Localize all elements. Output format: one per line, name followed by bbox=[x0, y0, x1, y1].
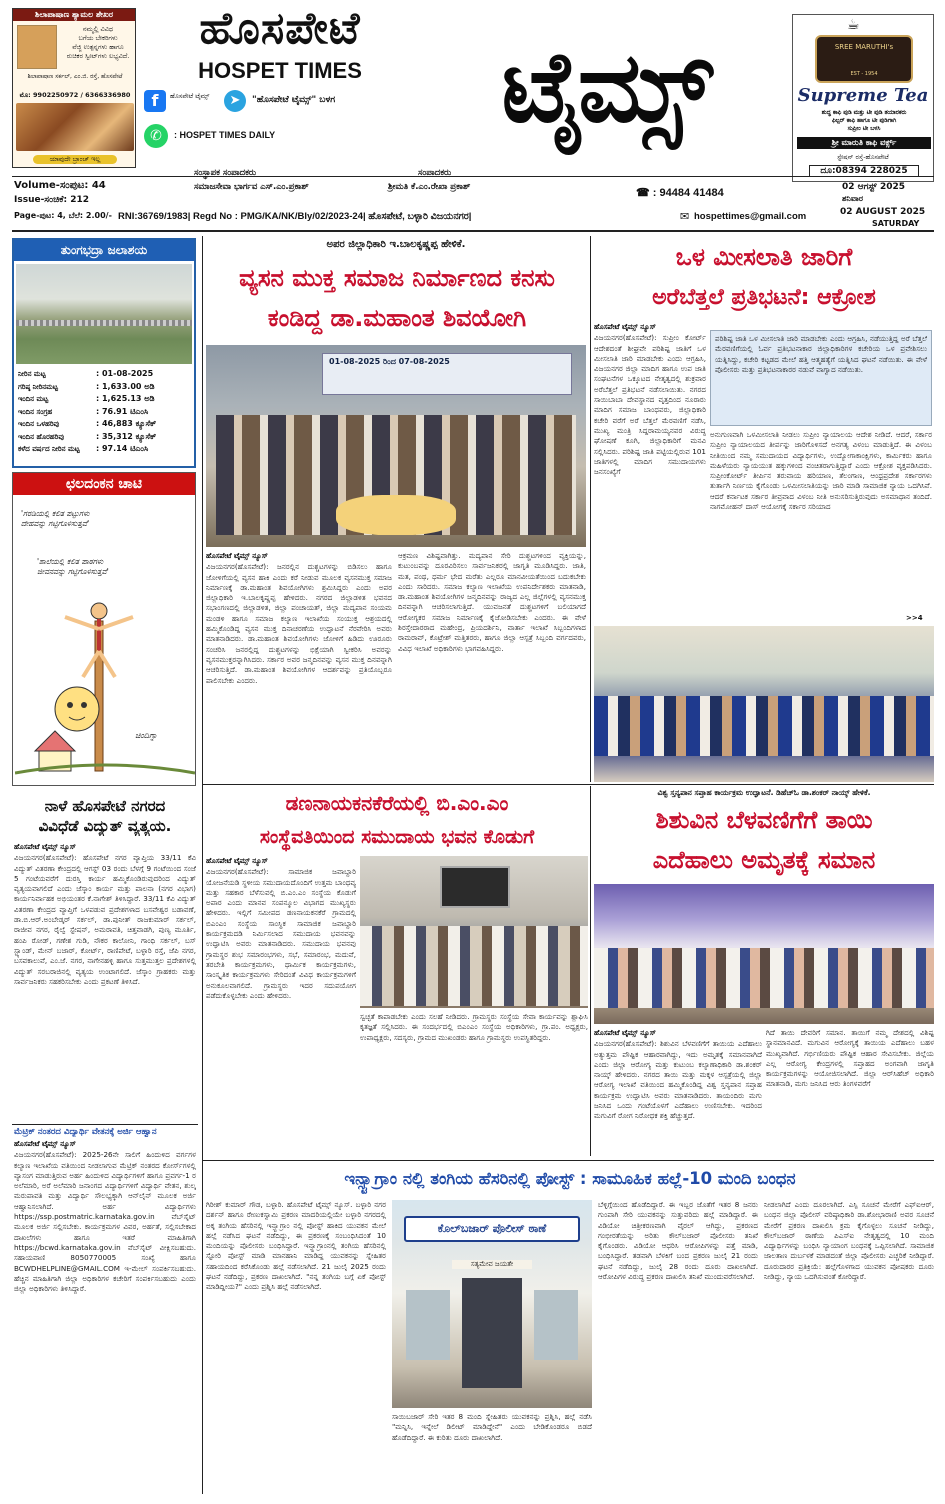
dam-stat-label: ಇಂದಿನ ಸಂಗ್ರಹ bbox=[18, 407, 53, 416]
bottom-rule bbox=[202, 1160, 934, 1161]
crime-body-1: ಗಿರೀಶ್ ಕುಮಾರ್ ಗೌಡ, ಬಳ್ಳಾರಿ. ಹೊಸಪೇಟೆ ಟೈಮ್ಸ್ ನ್ಯೂಸ್. ಬಳ್ಳಾರಿ ನಗರ ದರ್ಶನ್ ಹಾಗೂ ರೇಣುಕಸ್ವಾಮಿ ಪ್ರಕರಣ ಮಾದರಿಯಲ್ಲಿಯೇ ಬಳ್ಳಾರಿ ನಗರದಲ್ಲಿ ಅಕ್ಕ ತಂಗಿಯ ಹೆಸರಿನಲ್ಲಿ ಇನ್ಸ್ಟಾಗ್ರಾಂ ನಲ್ಲಿ ಪೋಸ್ಟ್ ಹಾಕಿದ ಯುವಕನ ಮೇಲೆ ಹಲ್ಲೆ ನಡೆಸಿದ ಘಟನೆ ನಡೆದಿದ್ದು, ಈ ಪ್ರಕರಣಕ್ಕೆ ಸಂಬಂಧಿಸಿದಂತೆ 10 ಮಂದಿಯನ್ನು ಪೊಲೀಸರು ಬಂಧಿಸಿದ್ದಾರೆ. ಇನ್ಸ್ಟಾಗ್ರಾಂನಲ್ಲಿ ತಂಗಿಯ ಹೆಸರಿನಲ್ಲಿ ಸ್ಟೋರಿ ಪೋಸ್ಟ್ ಮಾಡಿ ಮಾನಹಾನಿ ಮಾಡಿದ್ದ ಯುವಕನನ್ನು ಸ್ನೇಹಿತರ ಸಹಾಯದಿಂದ ಕರೆಸಿಕೊಂಡು ಹಲ್ಲೆ ನಡೆಸಲಾಗಿದೆ. 21 ಜುಲೈ 2025 ರಂದು ಘಟನೆ ನಡೆದಿದ್ದು, ಪ್ರಕರಣ ದಾಖಲಾಗಿದೆ. "ನನ್ನ ತಂಗಿಯ ಬಗ್ಗೆ ಏಕೆ ಪೋಸ್ಟ್ ಮಾಡಿದ್ದೀಯ?" ಎಂದು ಪ್ರಶ್ನಿಸಿ ಹಲ್ಲೆ ನಡೆಸಲಾಗಿದೆ. bbox=[206, 1200, 386, 1292]
tea-shop-name: ಶ್ರೀ ಮಾರುತಿ ಕಾಫಿ ವರ್ಕ್ಸ್ bbox=[797, 137, 931, 149]
protest-article-col-2 bbox=[710, 430, 932, 616]
crime-article-col-3 bbox=[764, 1200, 934, 1496]
lead-article-col-1 bbox=[206, 551, 392, 783]
mother-headline-1: ಶಿಶುವಿನ ಬೆಳವಣಿಗೆಗೆ ತಾಯಿ bbox=[655, 806, 873, 834]
masthead-kannada: ಹೊಸಪೇಟೆ bbox=[199, 3, 361, 54]
bmm-body-2: ಸ್ವಚ್ಛತೆ ಕಾಪಾಡಬೇಕು ಎಂದು ಸಲಹೆ ನೀಡಿದರು. ಗ್ರಾಮಸ್ಥರು ಸಂಸ್ಥೆಯ ಸೇವಾ ಕಾರ್ಯವನ್ನು ಶ್ಲಾಘಿಸಿ ಕೃತಜ್ಞತೆ ಸಲ್ಲಿಸಿದರು. ಈ ಸಂದರ್ಭದಲ್ಲಿ ಬಿಎಂಎಂ ಸಂಸ್ಥೆಯ ಅಧಿಕಾರಿಗಳು, ಗ್ರಾ.ಪಂ. ಅಧ್ಯಕ್ಷರು, ಉಪಾಧ್ಯಕ್ಷರು, ಸದಸ್ಯರು, ಗ್ರಾಮದ ಮುಖಂಡರು ಹಾಗೂ ಗ್ರಾಮಸ್ಥರು ಉಪಸ್ಥಿತರಿದ್ದರು. bbox=[360, 1012, 588, 1042]
mother-body-2: ಗಿದೆ ತಾಯಿ ದೇವರಿಗೆ ಸಮಾನ. ತಾಯಿಗೆ ನಮ್ಮ ದೇಶದಲ್ಲಿ ವಿಶಿಷ್ಟ ಸ್ಥಾನಮಾನವಿದೆ. ಮಗುವಿನ ಆರೋಗ್ಯಕ್ಕೆ ತಾಯಿಯ ಎದೆಹಾಲು ಬಹಳ ಮುಖ್ಯವಾಗಿದೆ. ಗರ್ಭಿಣಿಯರು ಪೌಷ್ಟಿಕ ಆಹಾರ ಸೇವಿಸಬೇಕು. ಜಿಲ್ಲೆಯ ಎಲ್ಲ ಆರೋಗ್ಯ ಕೇಂದ್ರಗಳಲ್ಲಿ ಸಪ್ತಾಹದ ಅಂಗವಾಗಿ ಜಾಗೃತಿ ಕಾರ್ಯಕ್ರಮಗಳನ್ನು ಆಯೋಜಿಸಲಾಗಿದೆ. ಜಿಲ್ಲಾ ಆರ್‌ಸಿಹೆಚ್ ಅಧಿಕಾರಿ ಮಾತನಾಡಿ, ಮಗು ಜನಿಸಿದ ಆರು ತಿಂಗಳವರೆಗೆ bbox=[766, 1028, 934, 1089]
social-row-1 bbox=[144, 88, 424, 114]
power-article bbox=[14, 842, 196, 1122]
dam-stat-label: ಇಂದಿನ ಹೊರಹರಿವು bbox=[18, 432, 65, 441]
col-divider-2 bbox=[590, 236, 591, 782]
volume: Volume-ಸಂಪುಟ: 44 bbox=[14, 180, 106, 191]
dam-stat-row bbox=[18, 431, 192, 444]
phone-number: ☎ : 94484 41484 bbox=[636, 187, 724, 199]
bmm-body-1: ವಿಜಯನಗರ(ಹೊಸಪೇಟೆ): ಸಾಮಾಜಿಕ ಜವಾಬ್ದಾರಿ ಯೋಜನೆಯಡಿ ಸ್ಥಳೀಯ ಸಮುದಾಯದೊಂದಿಗೆ ಉತ್ತಮ ಬಾಂಧವ್ಯ ಮತ್ತು ಸಹಕಾರ ಬೆಳೆಸುವಲ್ಲಿ ಬಿ.ಎಂ.ಎಂ ಸಂಸ್ಥೆಯ ಕೊಡುಗೆ ಅಪಾರ ಎಂದು ಮಾನವ ಸಂಪನ್ಮೂಲ ವಿಭಾಗದ ಮುಖ್ಯಸ್ಥರು ಹೇಳಿದರು. ಇಲ್ಲಿಗೆ ಸಮೀಪದ ಡಣನಾಯಕನಕೆರೆ ಗ್ರಾಮದಲ್ಲಿ ಬಿಎಂಎಂ ಸಂಸ್ಥೆಯ ಸಾಂಸ್ಥಿಕ ಸಾಮಾಜಿಕ ಜವಾಬ್ದಾರಿ ಕಾರ್ಯಕ್ರಮದಡಿ ನಿರ್ಮಿಸಲಾದ ಸಮುದಾಯ ಭವನವನ್ನು ಉದ್ಘಾಟಿಸಿ ಅವರು ಮಾತನಾಡಿದರು. ಸಮುದಾಯ ಭವನವು ಗ್ರಾಮಸ್ಥರ ಶುಭ ಸಮಾರಂಭಗಳು, ಸಭೆ, ಸಮಾರಂಭ, ಮದುವೆ, ತರಬೇತಿ ಕಾರ್ಯಕ್ರಮಗಳು, ಧಾರ್ಮಿಕ ಕಾರ್ಯಕ್ರಮಗಳು, ಸಾಂಸ್ಕೃತಿಕ ಕಾರ್ಯಕ್ರಮಗಳು ಸೇರಿದಂತೆ ವಿವಿಧ ಕಾರ್ಯಕ್ರಮಗಳಿಗೆ ಅನುಕೂಲವಾಗಲಿದೆ. ಗ್ರಾಮಸ್ಥರು ಇದರ ಸದುಪಯೋಗ ಪಡೆದುಕೊಳ್ಳಬೇಕು ಎಂದು ಹೇಳಿದರು. bbox=[206, 867, 356, 1000]
date-kannada: 02 ಆಗಸ್ಟ್ 2025 bbox=[842, 182, 905, 192]
bmm-article-col-1 bbox=[206, 856, 356, 1156]
bakery-ad bbox=[12, 8, 136, 168]
protest-body-2: ಅನುಗುಣವಾಗಿ ಒಳಮೀಸಲಾತಿ ನೀಡಲು ಸುಪ್ರೀಂ ನ್ಯಾಯಾಲಯ ಆದೇಶ ನೀಡಿದೆ. ಆದರೆ, ಸರ್ಕಾರ ಸುಪ್ರೀಂ ನ್ಯಾಯಾಲಯದ ತೀರ್ಪನ್ನು ಜಾರಿಗೊಳಿಸದೆ ಅನಗತ್ಯ ವಿಳಂಬ ಮಾಡುತ್ತಿದೆ. ಈ ವಿಳಂಬ ನೀತಿಯಿಂದ ನಮ್ಮ ಸಮುದಾಯದ ವಿದ್ಯಾರ್ಥಿಗಳು, ಉದ್ಯೋಗಾಕಾಂಕ್ಷಿಗಳು, ಕಾರ್ಮಿಕರು ಹಾಗೂ ಮಹಿಳೆಯರು ನ್ಯಾಯಯುತ ಹಕ್ಕುಗಳಿಂದ ವಂಚಿತರಾಗುತ್ತಿದ್ದಾರೆ ಎಂದು ಆಕ್ರೋಶ ವ್ಯಕ್ತಪಡಿಸಿದರು. ಸುಪ್ರೀಂಕೋರ್ಟ್ ತೀರ್ಪಿನ ತರುವಾಯ ಹರಿಯಾಣ, ತೆಲಂಗಾಣ, ಆಂಧ್ರಪ್ರದೇಶ ಸರ್ಕಾರಗಳು ತುರ್ತಾಗಿ ನಿರ್ಣಯ ಕೈಗೊಂಡು ಒಳಮೀಸಲಾತಿಯನ್ನು ಜಾರಿ ಮಾಡಿ ಸಾಮಾಜಿಕ ನ್ಯಾಯ ಒದಗಿಸಿವೆ. ಆದರೆ ಕರ್ನಾಟಕ ಸರ್ಕಾರ ತೀವ್ರವಾದ ವಿಳಂಬ ನೀತಿ ಅನುಸರಿಸುತ್ತಿರುವುದು ಅಸಮಾಧಾನ ತಂದಿದೆ. ನಾಗಮೋಹನ್ ದಾಸ್ ಆಯೋಗಕ್ಕೆ ಸರ್ಕಾರ ಸರಿಯಾದ bbox=[710, 430, 932, 512]
bakery-ad-food-photo bbox=[16, 103, 134, 151]
dam-stat-value: : 97.14 ಟಿಎಂಸಿ bbox=[96, 444, 149, 453]
bakery-ad-phone: ಮೊ: 9902250972 / 6366336980 bbox=[19, 91, 131, 99]
email-icon: ✉ bbox=[680, 210, 690, 223]
lead-photo-banner-dates: 01-08-2025 ರಿಂದ 07-08-2025 bbox=[329, 357, 450, 366]
dam-photo bbox=[16, 264, 192, 364]
power-headline-2: ವಿವಿಧೆಡೆ ವಿದ್ಯುತ್ ವ್ಯತ್ಯಯ. bbox=[38, 817, 172, 835]
mother-byline: ಹೊಸಪೇಟೆ ಟೈಮ್ಸ್ ನ್ಯೂಸ್ bbox=[594, 1028, 656, 1037]
crime-headline: ಇನ್ಸ್ಟಾಗ್ರಾಂ ನಲ್ಲಿ ತಂಗಿಯ ಹೆಸರಿನಲ್ಲಿ ಪೋಸ್ಟ್ : ಸಾಮೂಹಿಕ ಹಲ್ಲೆ-10 ಮಂದಿ ಬಂಧನ bbox=[344, 1169, 796, 1188]
bakery-ad-line: ವೆಜ್ಜಿ ಉತ್ಪನ್ನಗಳು ಹಾಗೂ bbox=[72, 43, 124, 51]
crime-photo-caption: ಸಾಯಿಬಜಾರ್ ಸೇರಿ ಇತರ 8 ಮಂದಿ ಸ್ನೇಹಿತರು ಯುವಕನನ್ನು ಪ್ರಶ್ನಿಸಿ, ಹಲ್ಲೆ ನಡೆಸಿ "ಮನ್ನಿಸಿ, ಇನ್ನೇಲೆ ಡಿಲೀಟ್ ಮಾಡಿದ್ದೇನೆ" ಎಂದು ಬೇಡಿಕೊಂಡರೂ ಬಿಡದೆ ಹೊಡೆದಿದ್ದಾರೆ. ಈ ಕುರಿತು ದೂರು ದಾಖಲಾಗಿದೆ. bbox=[392, 1412, 592, 1442]
crime-body-3: ನೀಡಲಾಗಿದೆ ಎಂದು ದೂರಲಾಗಿದೆ. ಎಸ್ಪಿ ಸೂಚನೆ ಮೇರೆಗೆ ಎಫ್‌ಐಆರ್, ಬಂಧನ ಜಿಲ್ಲಾ ಪೊಲೀಸ್ ವರಿಷ್ಠಾಧಿಕಾರಿ ಡಾ.ಶೋಭಾರಾಣಿ ಅವರ ಸೂಚನೆ ಮೇರೆಗೆ ಪ್ರಕರಣ ದಾಖಲಿಸಿ ಕ್ರಮ ಕೈಗೊಳ್ಳಲು ಸೂಚನೆ ನೀಡಿದ್ದು, ಕೌಲ್‌ಬಜಾರ್ ಠಾಣೆಯ ಪಿಎಸ್ಐ ನೇತೃತ್ವದಲ್ಲಿ 10 ಮಂದಿ ವಿದ್ಯಾರ್ಥಿಗಳನ್ನು ಬಂಧಿಸಿ ನ್ಯಾಯಾಂಗ ಬಂಧನಕ್ಕೆ ಒಪ್ಪಿಸಲಾಗಿದೆ. ಸಾಮಾಜಿಕ ಜಾಲತಾಣ ದುರ್ಬಳಕೆ ಮಾಡದಂತೆ ಜಿಲ್ಲಾ ಪೊಲೀಸರು ಎಚ್ಚರಿಕೆ ನೀಡಿದ್ದಾರೆ. ದೂರುದಾರರ ಪ್ರತಿಕ್ರಿಯೆ: ಹಲ್ಲೆಗೊಳಗಾದ ಯುವಕನ ಪೋಷಕರು ದೂರು ನೀಡಿದ್ದು, ನ್ಯಾಯ ಒದಗಿಸುವಂತೆ ಕೋರಿದ್ದಾರೆ. bbox=[764, 1200, 934, 1282]
mother-kicker: ವಿಶ್ವ ಸ್ತನ್ಯಪಾನ ಸಪ್ತಾಹ ಕಾರ್ಯಕ್ರಮ ಉದ್ಘಾಟನೆ. ಡಿಹೆಚ್ಓ ಡಾ.ಶಂಕರ್ ನಾಯ್ಕ್ ಹೇಳಿಕೆ. bbox=[657, 788, 871, 797]
telegram-icon[interactable]: ➤ bbox=[224, 90, 246, 112]
crime-body-2: ಬೆಳ್ಳಿಗ್ಗೆಯಿಂದ ಹೊಡೆದಿದ್ದಾರೆ. ಈ ಇಬ್ಬರ ಜೊತೆಗೆ ಇತರ 8 ಜನರು ಗುಂಪಾಗಿ ಸೇರಿ ಯುವಕನನ್ನು ಸುತ್ತುವರಿದು ಹಲ್ಲೆ ಮಾಡಿದ್ದಾರೆ. ಈ ವಿಡಿಯೋ ಚಿತ್ರೀಕರಣವಾಗಿ ವೈರಲ್ ಆಗಿದ್ದು, ಪ್ರಕರಣದ ಗಂಭೀರತೆಯನ್ನು ಅರಿತು ಕೌಲ್‌ಬಜಾರ್ ಪೊಲೀಸರು ತನಿಖೆ ಕೈಗೊಂಡರು. ವಿಡಿಯೋ ಆಧರಿಸಿ ಆರೋಪಿಗಳನ್ನು ಪತ್ತೆ ಮಾಡಿ, ಬಂಧಿಸಿದ್ದಾರೆ. ತಡವಾಗಿ ಬೆಳಕಿಗೆ ಬಂದ ಪ್ರಕರಣ ಜುಲೈ 21 ರಂದು ಘಟನೆ ನಡೆದಿದ್ದು, ಜುಲೈ 28 ರಂದು ದೂರು ದಾಖಲಾಗಿದೆ. ಆರೋಪಿಗಳ ವಿರುದ್ಧ ಪ್ರಕರಣ ದಾಖಲಿಸಿ ತನಿಖೆ ಮುಂದುವರೆಸಲಾಗಿದೆ. bbox=[598, 1200, 758, 1282]
protest-photo bbox=[594, 626, 934, 782]
scholarship-article bbox=[14, 1139, 196, 1497]
lead-photo bbox=[206, 345, 586, 547]
header-rule bbox=[12, 176, 934, 177]
police-station-subsign: ಸತ್ಯಮೇವ ಜಯತೇ bbox=[452, 1260, 532, 1269]
dam-stat-row bbox=[18, 368, 192, 381]
dam-stat-row bbox=[18, 418, 192, 431]
cartoon-signature: ಚಿಂದಿಗ್ನಾ bbox=[135, 731, 158, 740]
dam-stat-value: : 46,883 ಕ್ಯೂಸೆಕ್ bbox=[96, 419, 157, 428]
bmm-headline-1: ಡಣನಾಯಕನಕೆರೆಯಲ್ಲಿ ಬಿ.ಎಂ.ಎಂ bbox=[285, 791, 509, 815]
bmm-headline-2: ಸಂಸ್ಥೆವತಿಯಿಂದ ಸಮುದಾಯ ಭವನ ಕೊಡುಗೆ bbox=[259, 826, 535, 848]
mother-headline bbox=[594, 800, 934, 880]
power-body: ವಿಜಯನಗರ(ಹೊಸಪೇಟೆ): ಹೊಸಪೇಟೆ ನಗರ ವ್ಯಾಪ್ತಿಯ 33/11 ಕೆವಿ ವಿದ್ಯುತ್ ವಿತರಣಾ ಕೇಂದ್ರದಲ್ಲಿ ಆಗಸ್ಟ್ 03 ರಂದು ಬೆಳಗ್ಗೆ 9 ಗಂಟೆಯಿಂದ ಸಂಜೆ 5 ಗಂಟೆಯವರೆಗೆ ದುರಸ್ತಿ ಕಾರ್ಯ ಹಮ್ಮಿಕೊಂಡಿರುವುದರಿಂದ ವಿದ್ಯುತ್ ವ್ಯತ್ಯಯವಾಗಲಿದೆ ಎಂದು ಜೆಸ್ಕಾಂ ಕಾರ್ಯ ಮತ್ತು ಪಾಲನಾ (ನಗರ ವಿಭಾಗ) ಕಾರ್ಯನಿರ್ವಾಹಕ ಅಭಿಯಂತರ ಕೆ.ನಾಗೇಶ್ ತಿಳಿಸಿದ್ದಾರೆ. 33/11 ಕೆವಿ ವಿದ್ಯುತ್ ವಿತರಣಾ ಕೇಂದ್ರದ ವ್ಯಾಪ್ತಿಗೆ ಒಳಪಡುವ ಪ್ರದೇಶಗಳಾದ ಬಸವೇಶ್ವರ ಬಡಾವಣೆ, ಡಾ.ಬಿ.ಆರ್.ಅಂಬೇಡ್ಕರ್ ಸರ್ಕಲ್, ಡಾ.ಪುನೀತ್ ರಾಜಕುಮಾರ್ ಸರ್ಕಲ್, ರಾಜೀವ ನಗರ, ರೈಲ್ವೆ ಸ್ಟೇಷನ್, ಅಮರಾವತಿ, ಚಿತ್ತವಾಡಗಿ, ಪುಣ್ಯ ಮೂರ್ತಿ, ಹಂಪಿ ರೋಡ್, ಗಣೇಶ ಗುಡಿ, ನೌಕರ ಕಾಲೋನಿ, ಗಾಂಧಿ ಸರ್ಕಲ್, ಬಸ್ ಸ್ಟ್ಯಾಂಡ್, ಮೇನ್ ಬಜಾರ್, ಕೋರ್ಟ್, ರಾಣಿಪೇಟೆ, ಬಳ್ಳಾರಿ ರಸ್ತೆ, ಜೆಪಿ ನಗರ, ಬಸವಕಾಲುವೆ, ಎಂ.ಜೆ. ನಗರ, ನಾಗೇನಹಳ್ಳಿ ಹಾಗೂ ಸುತ್ತಮುತ್ತಲ ಪ್ರದೇಶಗಳಲ್ಲಿ ವಿದ್ಯುತ್ ಸರಬರಾಜಿನಲ್ಲಿ ವ್ಯತ್ಯಯ ಉಂಟಾಗಲಿದೆ. ಜೆಸ್ಕಾಂ ಗ್ರಾಹಕರು ಮತ್ತು ಸಾರ್ವಜನಿಕರು ಸಹಕರಿಸಬೇಕು ಎಂದು ಪ್ರಕಟಣೆ ತಿಳಿಸಿದೆ. bbox=[14, 853, 196, 986]
tea-ad bbox=[792, 14, 934, 182]
editor-label: ಸಂಪಾದಕರು bbox=[418, 168, 452, 178]
whatsapp-icon[interactable]: ✆ bbox=[144, 124, 168, 148]
mother-body-1: ವಿಜಯನಗರ(ಹೊಸಪೇಟೆ): ಶಿಶುವಿನ ಬೆಳವಣಿಗೆಗೆ ತಾಯಿಯ ಎದೆಹಾಲು ಅತ್ಯುತ್ತಮ ಪೌಷ್ಟಿಕ ಆಹಾರವಾಗಿದ್ದು, ಇದು ಅಮೃತಕ್ಕೆ ಸಮಾನವಾಗಿದೆ ಎಂದು ಜಿಲ್ಲಾ ಆರೋಗ್ಯ ಮತ್ತು ಕುಟುಂಬ ಕಲ್ಯಾಣಾಧಿಕಾರಿ ಡಾ.ಶಂಕರ್ ನಾಯ್ಕ್ ಹೇಳಿದರು. ನಗರದ ತಾಯಿ ಮತ್ತು ಮಕ್ಕಳ ಆಸ್ಪತ್ರೆಯಲ್ಲಿ ಜಿಲ್ಲಾ ಆರೋಗ್ಯ ಇಲಾಖೆ ವತಿಯಿಂದ ಹಮ್ಮಿಕೊಂಡಿದ್ದ ವಿಶ್ವ ಸ್ತನ್ಯಪಾನ ಸಪ್ತಾಹ ಕಾರ್ಯಕ್ರಮ ಉದ್ಘಾಟಿಸಿ ಅವರು ಮಾತನಾಡಿದರು. ತಾಯಂದಿರು ಮಗು ಜನಿಸಿದ ಒಂದು ಗಂಟೆಯೊಳಗೆ ಎದೆಹಾಲು ಉಣಿಸಬೇಕು. ಇದರಿಂದ ಮಗುವಿಗೆ ರೋಗ ನಿರೋಧಕ ಶಕ್ತಿ ಹೆಚ್ಚುತ್ತದೆ. bbox=[594, 1039, 762, 1121]
lead-byline: ಹೊಸಪೇಟೆ ಟೈಮ್ಸ್ ನ್ಯೂಸ್ bbox=[206, 551, 268, 560]
protest-body-1: ವಿಜಯನಗರ(ಹೊಸಪೇಟೆ): ಸುಪ್ರೀಂ ಕೋರ್ಟ್ ಆದೇಶದಂತೆ ಶೀಘ್ರವೇ ಪರಿಶಿಷ್ಟ ಜಾತಿಗೆ ಒಳ ಮೀಸಲಾತಿ ಜಾರಿ ಮಾಡಬೇಕು ಎಂದು ಆಗ್ರಹಿಸಿ, ವಿಜಯನಗರ ಜಿಲ್ಲಾ ಮಾದಿಗ ಹಾಗೂ ಉಪ ಜಾತಿ ಸಂಘಟನೆಗಳ ಒಕ್ಕೂಟದ ನೇತೃತ್ವದಲ್ಲಿ ಶುಕ್ರವಾರ ಅರೆಬೆತ್ತಲೆ ಪ್ರತಿಭಟನೆ ನಡೆಸಲಾಯಿತು. ನಗರದ ಸಾಯಿಬಾಬಾ ದೇವಸ್ಥಾನದ ವೃತ್ತದಿಂದ ನೂರಾರು ಮಾದಿಗ ಸಮಾಜ ಬಾಂಧವರು, ಜಿಲ್ಲಾಧಿಕಾರಿ ಕಚೇರಿ ವರೆಗೆ ಅರೆ ಬೆತ್ತಲೆ ಮೆರವಣಿಗೆ ನಡೆಸಿ, ಮುಖ್ಯ ಮಂತ್ರಿ ಸಿದ್ದರಾಮಯ್ಯನವರ ವಿರುದ್ಧ ಘೋಷಣೆ ಕೂಗಿ, ಜಿಲ್ಲಾಧಿಕಾರಿಗೆ ಮನವಿ ಸಲ್ಲಿಸಿದರು. ಪರಿಶಿಷ್ಟ ಜಾತಿ ಪಟ್ಟಿಯಲ್ಲಿರುವ 101 ಜಾತಿಗಳಲ್ಲಿ ಮಾದಿಗ ಸಮುದಾಯಗಳು ಜನಸಂಖ್ಯೆಗೆ bbox=[594, 333, 706, 477]
bakery-ad-line: ನಮ್ಮಲ್ಲಿ ವಿವಿಧ bbox=[82, 25, 114, 33]
protest-headline bbox=[594, 236, 934, 318]
scholarship-body: ವಿಜಯನಗರ(ಹೊಸಪೇಟೆ): 2025-26ನೇ ಸಾಲಿಗೆ ಹಿಂದುಳಿದ ವರ್ಗಗಳ ಕಲ್ಯಾಣ ಇಲಾಖೆಯ ವತಿಯಿಂದ ನೀಡಲಾಗುವ ಮೆಟ್ರಿಕ್ ನಂತರದ ಕೋರ್ಸ್‌ಗಳಲ್ಲಿ ವ್ಯಾಸಂಗ ಮಾಡುತ್ತಿರುವ ಅರ್ಹ ಹಿಂದುಳಿದ ವಿದ್ಯಾರ್ಥಿಗಳಿಗೆ ಹಾಗೂ ಪ್ರವರ್ಗ-1 ರ ಅಲೆಮಾರಿ, ಅರೆ ಅಲೆಮಾರಿ ಜನಾಂಗದ ವಿದ್ಯಾರ್ಥಿಗಳಿಗೆ ವಿದ್ಯಾರ್ಥಿ ವೇತನ, ಶುಲ್ಕ ಮರುಪಾವತಿ ಮತ್ತು ವಿದ್ಯಾರ್ಥಿ ಸೌಲಭ್ಯಕ್ಕಾಗಿ ಆನ್‌ಲೈನ್ ಮೂಲಕ ಅರ್ಜಿ ಆಹ್ವಾನಿಸಲಾಗಿದೆ. ಅರ್ಹ ವಿದ್ಯಾರ್ಥಿಗಳು https://ssp.postmatric.karnataka.gov.in ವೆಬ್‌ಸೈಟ್ ಮೂಲಕ ಅರ್ಜಿ ಸಲ್ಲಿಸಬೇಕು. ಕಾರ್ಯಕ್ರಮಗಳ ವಿವರ, ಅರ್ಹತೆ, ಸಲ್ಲಿಸಬೇಕಾದ ದಾಖಲೆಗಳು ಹಾಗೂ ಇತರೆ ಮಾಹಿತಿಗಾಗಿ https://bcwd.karnataka.gov.in ವೆಬ್‌ಸೈಟ್ ವೀಕ್ಷಿಸಬಹುದು. ಸಹಾಯವಾಣಿ 8050770005 ಸಂಖ್ಯೆ ಹಾಗೂ BCWDHELPLINE@GMAIL.COM ಇ-ಮೇಲ್ ಸಂಪರ್ಕಿಸಬಹುದು. ಹೆಚ್ಚಿನ ಮಾಹಿತಿಗಾಗಿ ಜಿಲ್ಲಾ ಅಧಿಕಾರಿಗಳ ಕಚೇರಿಗೆ ಸಂಪರ್ಕಿಸಬಹುದು ಎಂದು ಜಿಲ್ಲಾ ಅಧಿಕಾರಿಗಳು ತಿಳಿಸಿದ್ದಾರೆ. bbox=[14, 1150, 196, 1294]
tea-phone: ದೂ:08394 228025 bbox=[809, 165, 919, 177]
lead-body-2: ಆಕ್ರಮಣ ವಿಶಿಷ್ಟವಾಗಿತ್ತು. ಮದ್ಯಪಾನ ಸೇರಿ ದುಶ್ಚಟಗಳಿಂದ ವ್ಯಕ್ತಿಯನ್ನು, ಕುಟುಂಬವನ್ನು ದೂರವಿರಿಸಲು ಸಾರ್ವಜನಿಕರಲ್ಲಿ ಜಾಗೃತಿ ಮೂಡಿಸಿದ್ದರು. ಜಾತಿ, ಮತ, ಪಂಥ, ಧರ್ಮ ಭೇದ ಮರೆತು ಎಲ್ಲರೂ ಮಾನವೀಯತೆಯಿಂದ ಬದುಕಬೇಕು ಎಂದು ಸಾರಿದರು. ಸಮಾಜ ಕಲ್ಯಾಣ ಇಲಾಖೆಯ ಉಪನಿರ್ದೇಶಕರು ಮಾತನಾಡಿ, ಡಾ.ಮಹಾಂತ ಶಿವಯೋಗಿಗಳ ಜನ್ಮದಿನವನ್ನು ರಾಜ್ಯದ ಎಲ್ಲ ಜಿಲ್ಲೆಗಳಲ್ಲಿ ವ್ಯಸನಮುಕ್ತ ದಿನವನ್ನಾಗಿ ಆಚರಿಸಲಾಗುತ್ತಿದೆ. ಯುವಜನತೆ ದುಶ್ಚಟಗಳಿಗೆ ಬಲಿಯಾಗದೆ ಆರೋಗ್ಯಕರ ಸಮಾಜ ನಿರ್ಮಾಣಕ್ಕೆ ಕೈಜೋಡಿಸಬೇಕು ಎಂದರು. ಈ ವೇಳೆ ಶಿರಸ್ತೇದಾರರಾದ ಮಹೇಂದ್ರ, ಪ್ರಿಯದರ್ಶಿನಿ, ವಾರ್ತಾ ಇಲಾಖೆ ಸಿಬ್ಬಂದಿಗಳಾದ ರಾಮರಾವ್, ಕೊಟ್ರೇಶ್ ಮತ್ತಿತರರು, ಹಾಗೂ ಜಿಲ್ಲಾ ಆಸ್ಪತ್ರೆ ಸಿಬ್ಬಂದಿ ವರ್ಗದವರು, ವಿವಿಧ ಇಲಾಖೆ ಅಧಿಕಾರಿಗಳು ಭಾಗವಹಿಸಿದ್ದರು. bbox=[398, 551, 586, 653]
left-divider bbox=[12, 1124, 198, 1125]
dam-stat-row bbox=[18, 406, 192, 419]
col-divider-1 bbox=[202, 236, 203, 1494]
bmm-photo bbox=[360, 856, 588, 1008]
masthead-english: HOSPET TIMES bbox=[198, 58, 362, 83]
tea-cup-icon: ☕ bbox=[847, 17, 860, 33]
lead-headline-1: ವ್ಯಸನ ಮುಕ್ತ ಸಮಾಜ ನಿರ್ಮಾಣದ ಕನಸು bbox=[239, 264, 555, 292]
founder-name: ಸಮಾಜಸೇವಾ ಭಾರ್ಗವ ಎಸ್.ಎಂ.ಪ್ರಕಾಶ್ bbox=[194, 182, 309, 192]
cartoon-text: ದೇಹವನ್ನು ಗಟ್ಟಿಗೊಳಿಸುತ್ತವೆ' bbox=[21, 519, 90, 528]
police-station-sign-text: ಕೊಲ್‌ಬಜಾರ್ ಪೊಲೀಸ್ ಠಾಣೆ bbox=[437, 1222, 547, 1235]
social-row-2 bbox=[144, 124, 424, 150]
cartoon-title: ಛಲದಂಕನ ಚಾಟಿ bbox=[13, 473, 195, 495]
header-bottom-rule bbox=[12, 230, 934, 232]
tea-ad-line: ಶುದ್ಧ ಕಾಫಿ ಪುಡಿ ಮತ್ತು ಟೀ ಪುಡಿ ತಯಾರಕರು bbox=[821, 110, 907, 116]
tea-brand: Supreme Tea bbox=[797, 85, 929, 106]
protest-headline-1: ಒಳ ಮೀಸಲಾತಿ ಜಾರಿಗೆ bbox=[675, 243, 853, 271]
email[interactable]: hospettimes@gmail.com bbox=[694, 211, 807, 222]
protest-article-col-1 bbox=[594, 322, 706, 622]
tea-estd: EST - 1954 bbox=[850, 71, 878, 77]
cartoon-text: ಜೀವನವನ್ನು ಗಟ್ಟಿಗೊಳಿಸುತ್ತವೆ' bbox=[37, 567, 109, 576]
mother-photo bbox=[594, 884, 934, 1024]
day-english: SATURDAY bbox=[872, 219, 920, 228]
scholarship-headline: ಮೆಟ್ರಿಕ್ ನಂತರದ ವಿದ್ಯಾರ್ಥಿ ವೇತನಕ್ಕೆ ಅರ್ಜಿ ಆಹ್ವಾನ bbox=[14, 1127, 157, 1137]
mother-article-col-1 bbox=[594, 1028, 762, 1156]
dam-stat-label: ಗರಿಷ್ಠ ನೀರಿನಮಟ್ಟ bbox=[18, 382, 58, 391]
whatsapp-label[interactable]: : HOSPET TIMES DAILY bbox=[174, 130, 276, 140]
telegram-group-name[interactable]: "ಹೊಸಪೇಟೆ ಟೈಮ್ಸ್" ಬಳಗ bbox=[252, 95, 336, 105]
bakery-ad-portrait bbox=[17, 25, 57, 69]
date-english: 02 AUGUST 2025 bbox=[840, 207, 926, 217]
dam-stat-row bbox=[18, 393, 192, 406]
facebook-page-name[interactable]: ಹೊಸಪೇಟೆ ಟೈಮ್ಸ್ bbox=[170, 92, 210, 100]
dam-stat-label: ಕಳೆದ ವರ್ಷದ ನೀರಿನ ಮಟ್ಟ bbox=[18, 445, 80, 453]
bakery-ad-tag: ಯಾವುದೇ ಬ್ರಾಂಚ್ ಇಲ್ಲ bbox=[33, 155, 117, 164]
dam-stat-label: ಇಂದಿನ ಒಳಹರಿವು bbox=[18, 420, 60, 428]
lead-article-col-2 bbox=[398, 551, 586, 783]
bmm-byline: ಹೊಸಪೇಟೆ ಟೈಮ್ಸ್ ನ್ಯೂಸ್ bbox=[206, 856, 268, 865]
mid-rule bbox=[202, 784, 934, 785]
lead-headline bbox=[206, 258, 588, 338]
registration-line: RNI:36769/1983| Regd No : PMG/KA/NK/Bly/02/2023-24| ಹೊಸಪೇಟೆ, ಬಳ್ಳಾರಿ ವಿಜಯನಗರ| bbox=[118, 211, 472, 222]
protest-byline: ಹೊಸಪೇಟೆ ಟೈಮ್ಸ್ ನ್ಯೂಸ್ bbox=[594, 322, 656, 331]
power-byline: ಹೊಸಪೇಟೆ ಟೈಮ್ಸ್ ನ್ಯೂಸ್ bbox=[14, 842, 76, 851]
bakery-ad-line: ರುಚಿಕರ ಸ್ವೀಟ್‌ಗಳು ಲಭ್ಯವಿದೆ. bbox=[66, 52, 130, 60]
bmm-headline bbox=[206, 786, 588, 854]
masthead-times: ಟೈಮ್ಸ್ bbox=[501, 30, 711, 145]
scholarship-byline: ಹೊಸಪೇಟೆ ಟೈಮ್ಸ್ ನ್ಯೂಸ್ bbox=[14, 1139, 76, 1148]
bmm-article-col-2 bbox=[360, 1012, 588, 1156]
protest-continued: >>4 bbox=[906, 614, 923, 622]
dam-title: ತುಂಗಭದ್ರಾ ಜಲಾಶಯ bbox=[14, 240, 194, 261]
lead-kicker: ಅಪರ ಜಿಲ್ಲಾಧಿಕಾರಿ ಇ.ಬಾಲಕೃಷ್ಣಪ್ಪ ಹೇಳಿಕೆ. bbox=[326, 239, 466, 250]
protest-quote: ಪರಿಶಿಷ್ಟ ಜಾತಿ ಒಳ ಮೀಸಲಾತಿ ಜಾರಿ ಮಾಡಬೇಕು ಎಂದು ಆಗ್ರಹಿಸಿ, ನಡೆಯುತ್ತಿದ್ದ ಅರೆ ಬೆತ್ತಲೆ ಮೆರವಣಿಗೆಯಲ್ಲಿ ಓರ್ವ ಪ್ರತಿಭಟನಾಕಾರ ಜಿಲ್ಲಾಧಿಕಾರಿಗಳ ಕಚೇರಿಯ ಒಳ ಪ್ರವೇಶಿಸಲು ಯತ್ನಿಸಿದ್ದು, ಕಚೇರಿ ಕಟ್ಟಡದ ಮೇಲೆ ಹತ್ತಿ ಆತ್ಮಹತ್ಯೆಗೆ ಯತ್ನಿಸಿದ ಘಟನೆ ನಡೆಯಿತು. ಈ ವೇಳೆ ಪೊಲೀಸರು ಮತ್ತು ಪ್ರತಿಭಟನಾಕಾರರ ನಡುವೆ ವಾಗ್ವಾದ ನಡೆಯಿತು. bbox=[715, 334, 927, 374]
dam-stat-value: : 1,633.00 ಅಡಿ bbox=[96, 381, 155, 391]
tea-ad-line: ಸುಪ್ರೀಂ ಟೀ ಬಳಸಿ bbox=[847, 126, 881, 132]
protest-quote-box bbox=[710, 330, 932, 426]
facebook-icon[interactable]: f bbox=[144, 90, 166, 112]
dam-stats bbox=[18, 368, 192, 456]
founder-label: ಸಂಸ್ಥಾಪಕ ಸಂಪಾದಕರು bbox=[194, 168, 257, 178]
dam-stat-label: ಇಂದಿನ ಮಟ್ಟ bbox=[18, 395, 49, 403]
cartoon-panel bbox=[12, 472, 196, 786]
issue: Issue-ಸಂಚಿಕೆ: 212 bbox=[14, 195, 90, 205]
dam-stat-value: : 1,625.13 ಅಡಿ bbox=[96, 394, 155, 403]
mother-headline-2: ಎದೆಹಾಲು ಅಮೃತಕ್ಕೆ ಸಮಾನ bbox=[652, 846, 876, 874]
editor-name: ಶ್ರೀಮತಿ ಕೆ.ಎಂ.ರೇಖಾ ಪ್ರಕಾಶ್ bbox=[388, 182, 471, 192]
bakery-ad-title: ಶಿಲಾಪಾಷಾಣ ಶ್ಯಾಮಲ ಶೇಖರ bbox=[13, 9, 135, 21]
crime-photo bbox=[392, 1200, 592, 1408]
dam-stat-value: : 01-08-2025 bbox=[96, 369, 154, 378]
tea-brand-small: SREE MARUTHI's bbox=[834, 43, 894, 51]
dam-panel bbox=[12, 238, 196, 468]
col-divider-3 bbox=[590, 786, 591, 1156]
dam-stat-label: ನೀರಿನ ಮಟ್ಟ bbox=[18, 370, 46, 378]
lead-photo-banner bbox=[322, 353, 572, 395]
dam-stat-row bbox=[18, 381, 192, 394]
crime-article-col-1 bbox=[206, 1200, 386, 1496]
cartoon-drawing bbox=[15, 581, 195, 781]
lead-headline-2: ಕಂಡಿದ್ದ ಡಾ.ಮಹಾಂತ ಶಿವಯೋಗಿ bbox=[267, 304, 527, 332]
power-headline bbox=[12, 796, 198, 836]
crime-article-col-2 bbox=[598, 1200, 758, 1496]
lead-body-1: ವಿಜಯನಗರ(ಹೊಸಪೇಟೆ): ಜನರಲ್ಲಿನ ದುಶ್ಚಟಗಳನ್ನು ಬಿಡಿಸಲು ಹಾಗೂ ಜೋಳಿಗೆಯಲ್ಲಿ ವ್ಯಸನ ಹಾಕಿ ಎಂದು ಕರೆ ನೀಡುವ ಮೂಲಕ ವ್ಯಸನಮುಕ್ತ ಸಮಾಜ ನಿರ್ಮಾಣಕ್ಕೆ ಡಾ.ಮಹಾಂತ ಶಿವಯೋಗಿಗಳು ಶ್ರಮಿಸಿದ್ದರು ಎಂದು ಅಪರ ಜಿಲ್ಲಾಧಿಕಾರಿ ಇ.ಬಾಲಕೃಷ್ಣಪ್ಪ ಹೇಳಿದರು. ನಗರದ ಜಿಲ್ಲಾಡಳಿತ ಭವನದ ಸಭಾಂಗಣದಲ್ಲಿ ಜಿಲ್ಲಾಡಳಿತ, ಜಿಲ್ಲಾ ಪಂಚಾಯತ್, ಜಿಲ್ಲಾ ಮದ್ಯಪಾನ ಸಂಯಮ ಮಂಡಳಿ ಹಾಗೂ ಸಮಾಜ ಕಲ್ಯಾಣ ಇಲಾಖೆಯ ಸಂಯುಕ್ತ ಆಶ್ರಯದಲ್ಲಿ ಹಮ್ಮಿಕೊಂಡಿದ್ದ ವ್ಯಸನ ಮುಕ್ತ ದಿನಾಚರಣೆಯ ಉದ್ಘಾಟನೆ ನೆರವೇರಿಸಿ ಅವರು ಮಾತನಾಡಿದರು. ಡಾ.ಮಹಾಂತ ಶಿವಯೋಗಿಗಳು ಜೋಳಿಗೆ ಹಿಡಿದು ಊರೂರು ಸಂಚರಿಸಿ ಜನರಲ್ಲಿದ್ದ ದುಶ್ಚಟಗಳನ್ನು ಭಿಕ್ಷೆಯಾಗಿ ಸ್ವೀಕರಿಸಿ ಅವರನ್ನು ವ್ಯಸನಮುಕ್ತರನ್ನಾಗಿಸಿದರು. ಸರ್ಕಾರ ಅವರ ಜನ್ಮದಿನವನ್ನು ವ್ಯಸನ ಮುಕ್ತ ದಿನವನ್ನಾಗಿ ಆಚರಿಸುತ್ತಿದೆ. ಡಾ.ಮಹಾಂತ ಶಿವಯೋಗಿಗಳ ಆದರ್ಶವನ್ನು ಪ್ರತಿಯೊಬ್ಬರೂ ಪಾಲಿಸಬೇಕು ಎಂದರು. bbox=[206, 562, 392, 685]
protest-headline-2: ಅರೆಬೆತ್ತಲೆ ಪ್ರತಿಭಟನೆ: ಆಕ್ರೋಶ bbox=[652, 285, 876, 310]
tea-ad-line: ಫಿಲ್ಟರ್ ಕಾಫಿ ಹಾಗೂ ಟೀ ಪುಡಿಗಾಗಿ bbox=[831, 118, 897, 124]
police-station-sign bbox=[404, 1216, 580, 1242]
mother-article-col-2 bbox=[766, 1028, 934, 1156]
tea-brand-badge bbox=[815, 35, 913, 83]
day-kannada: ಶನಿವಾರ bbox=[842, 194, 864, 203]
dam-stat-value: : 35,312 ಕ್ಯೂಸೆಕ್ bbox=[96, 431, 157, 441]
dam-stat-value: : 76.91 ಟಿಎಂಸಿ bbox=[96, 406, 149, 416]
dam-stat-row bbox=[18, 443, 192, 456]
power-headline-1: ನಾಳೆ ಹೊಸಪೇಟೆ ನಗರದ bbox=[44, 797, 166, 815]
cartoon-text: 'ಶಾಲೆಯಲ್ಲಿ ಕಲಿತ ಪಾಠಗಳು bbox=[37, 557, 104, 566]
bakery-ad-line: ಬಗೆಯ ಬೇಕರಿಗಳು bbox=[78, 34, 118, 42]
bakery-ad-address: ಶಿಲಾಪಾಷಾಣ ಸರ್ಕಲ್, ಎಂ.ಜಿ. ರಸ್ತೆ, ಹೊಸಪೇಟೆ bbox=[27, 73, 123, 80]
tea-address: ಸ್ಟೇಷನ್ ರಸ್ತೆ-ಹೊಸಪೇಟೆ bbox=[837, 153, 889, 161]
cartoon-text: 'ಗರಡಿಯಲ್ಲಿ ಕಲಿತ ಪಟ್ಟುಗಳು bbox=[21, 509, 90, 518]
pages-price: Page-ಪುಟ: 4, ಬೆಲೆ: 2.00/- bbox=[14, 211, 112, 220]
